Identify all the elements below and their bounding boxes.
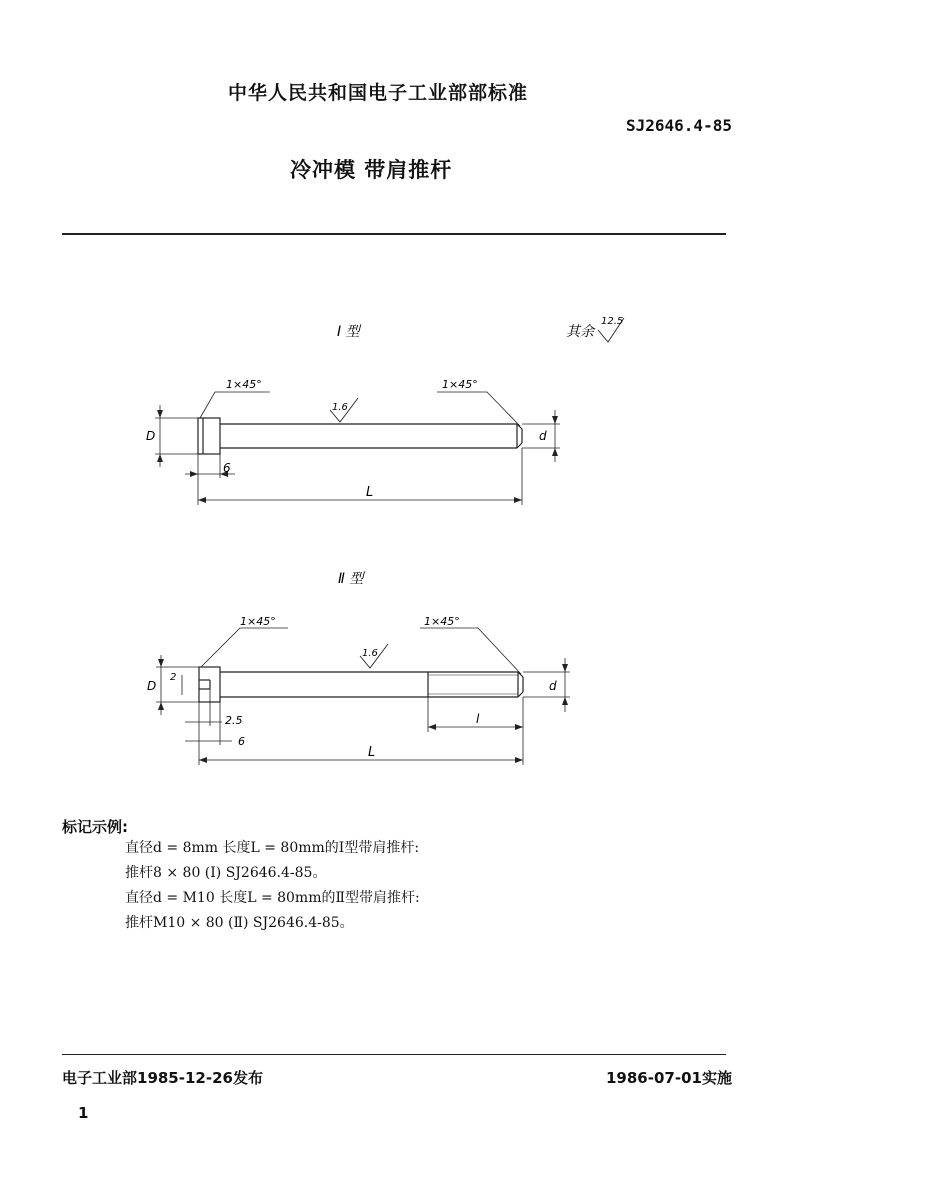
type1-label: Ⅰ 型 — [337, 324, 360, 340]
marking-example-title: 标记示例: — [62, 818, 128, 836]
type2-label: Ⅱ 型 — [338, 571, 364, 587]
issue-date: 电子工业部1985-12-26发布 — [62, 1069, 263, 1087]
rest-finish-value: 12.5 — [601, 316, 624, 327]
marking-line-4: 推杆M10 × 80 (Ⅱ) SJ2646.4-85。 — [125, 915, 354, 931]
type1-dim-head: 6 — [223, 461, 231, 475]
type2-dim-2-5: 2.5 — [225, 714, 243, 727]
marking-line-2: 推杆8 × 80 (Ⅰ) SJ2646.4-85。 — [125, 865, 327, 881]
type2-roughness: 1.6 — [362, 648, 378, 659]
type2-chamfer-left: 1×45° — [240, 615, 276, 628]
type1-head — [198, 418, 220, 454]
marking-line-3: 直径d = M10 长度L = 80mm的Ⅱ型带肩推杆: — [125, 890, 420, 906]
effective-date: 1986-07-01实施 — [606, 1069, 732, 1087]
marking-line-1: 直径d = 8mm 长度L = 80mm的Ⅰ型带肩推杆: — [125, 840, 420, 856]
type2-chamfer-right: 1×45° — [424, 615, 460, 628]
type1-chamfer-left: 1×45° — [226, 378, 262, 391]
standard-code: SJ2646.4-85 — [626, 116, 732, 135]
type2-dim-L: L — [368, 745, 376, 760]
type1-dim-D: D — [146, 429, 156, 443]
rest-finish-label: 其余 — [566, 324, 594, 340]
type1-roughness: 1.6 — [332, 402, 348, 413]
type1-chamfer-right: 1×45° — [442, 378, 478, 391]
page-number: 1 — [78, 1104, 89, 1122]
issuing-organization: 中华人民共和国电子工业部部标准 — [228, 82, 529, 104]
type2-dim-D: D — [147, 679, 157, 693]
type2-dim-6: 6 — [238, 735, 245, 748]
type2-dim-d: d — [549, 679, 557, 693]
type1-dim-L: L — [366, 485, 374, 500]
type1-dim-d: d — [539, 429, 547, 443]
footer-rule — [62, 1054, 726, 1055]
type2-dim-2: 2 — [170, 672, 177, 683]
type2-dim-l: l — [476, 712, 480, 726]
document-title: 冷冲模 带肩推杆 — [290, 158, 453, 182]
